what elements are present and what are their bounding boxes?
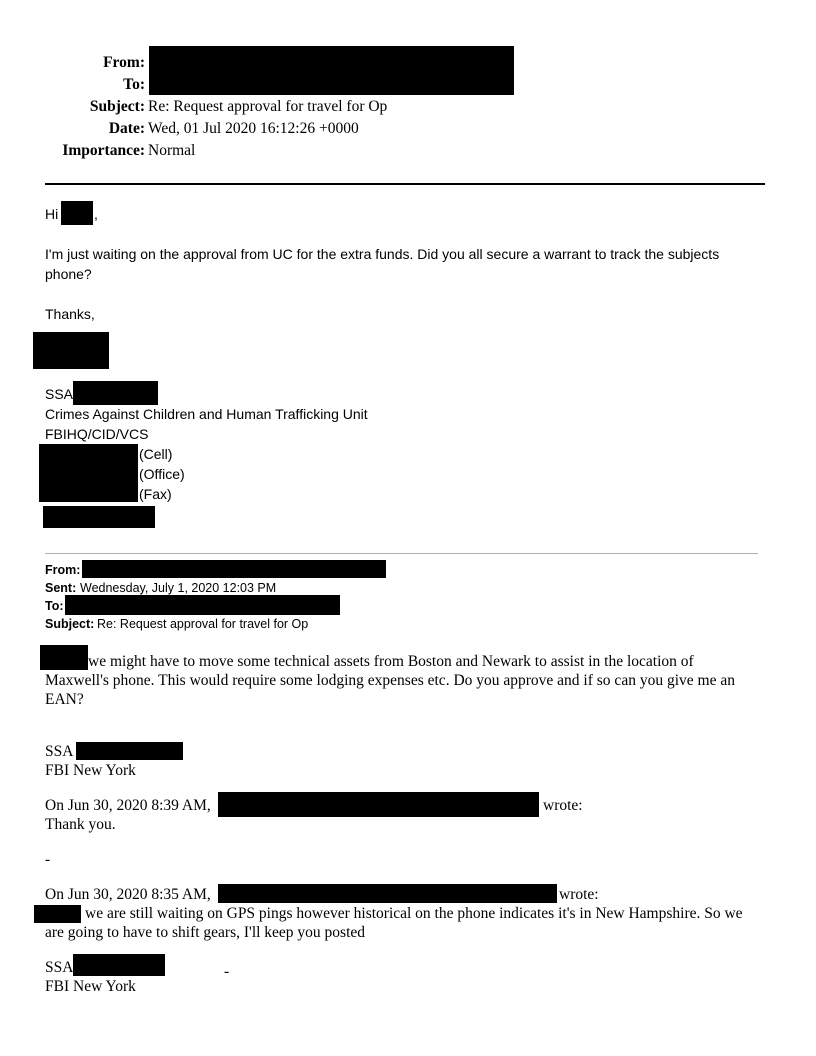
quoted2-wrote: wrote: xyxy=(543,797,583,814)
redaction-quoted-from xyxy=(82,560,386,578)
redaction-quoted-to xyxy=(65,595,340,615)
subject-value: Re: Request approval for travel for Op xyxy=(148,98,388,115)
redaction-quoted3-greeting xyxy=(34,905,81,923)
quoted3-sig-office: FBI New York xyxy=(45,978,136,995)
reply-body: I'm just waiting on the approval from UC for the extra funds. Did you all secure a warrant to track the subjects phone? xyxy=(45,246,720,282)
quote-divider xyxy=(45,553,758,554)
redaction-quoted3-sender xyxy=(218,884,557,903)
quoted3-sig-title: SSA xyxy=(45,959,74,976)
quoted-to-label: To: xyxy=(45,599,64,613)
redaction-greeting-name xyxy=(61,201,93,225)
sig-org: FBIHQ/CID/VCS xyxy=(45,426,149,442)
redaction-signature-name xyxy=(33,332,109,369)
quoted3-body-line2: are going to have to shift gears, I'll keep you posted xyxy=(45,924,366,941)
quoted-subject-value: Re: Request approval for travel for Op xyxy=(97,617,309,631)
phone-cell-label: (Cell) xyxy=(139,446,173,462)
quoted2-body: Thank you. xyxy=(45,816,116,833)
quoted-from-label: From: xyxy=(45,563,81,577)
quoted-body-line2: Maxwell's phone. This would require some lodging expenses etc. Do you approve and if so can you give me an xyxy=(45,672,735,689)
redaction-phone-numbers xyxy=(39,444,138,502)
redaction-from-to xyxy=(149,46,514,95)
importance-label: Importance: xyxy=(62,142,145,159)
quoted-subject-label: Subject: xyxy=(45,617,95,631)
date-label: Date: xyxy=(108,120,145,137)
from-label: From: xyxy=(103,54,145,71)
date-value: Wed, 01 Jul 2020 16:12:26 +0000 xyxy=(148,120,359,137)
redaction-sig-surname xyxy=(73,381,158,405)
quoted3-body-line1: we are still waiting on GPS pings however historical on the phone indicates it's in New Hampshire. So we xyxy=(85,905,743,922)
subject-label: Subject: xyxy=(89,98,145,115)
quoted2-on-line: On Jun 30, 2020 8:39 AM, xyxy=(45,797,211,814)
quoted3-wrote: wrote: xyxy=(559,886,599,903)
quoted-body-line3: EAN? xyxy=(45,691,84,708)
quoted3-dash: - xyxy=(224,963,230,980)
redaction-quoted-sig-name xyxy=(76,742,183,760)
reply-closing: Thanks, xyxy=(45,306,95,322)
importance-value: Normal xyxy=(148,142,196,159)
phone-office-label: (Office) xyxy=(139,466,185,482)
phone-fax-label: (Fax) xyxy=(139,486,172,502)
quoted-sent-value: Wednesday, July 1, 2020 12:03 PM xyxy=(80,581,277,595)
greeting-suffix: , xyxy=(94,206,98,222)
redaction-quoted-greeting xyxy=(40,645,88,670)
quoted-sig-title: SSA xyxy=(45,743,74,760)
redaction-sig-email xyxy=(43,506,155,528)
quoted-body-line1: we might have to move some technical assets from Boston and Newark to assist in the location of xyxy=(88,653,694,670)
sig-title: SSA xyxy=(45,386,74,402)
quoted-sent-label: Sent: xyxy=(45,581,77,595)
quoted3-on-line: On Jun 30, 2020 8:35 AM, xyxy=(45,886,211,903)
greeting-prefix: Hi xyxy=(45,206,59,222)
redaction-quoted3-sig-name xyxy=(73,954,165,976)
sig-unit: Crimes Against Children and Human Trafficking Unit xyxy=(45,406,368,422)
quoted-sig-office: FBI New York xyxy=(45,762,136,779)
header-divider xyxy=(45,183,765,185)
quoted2-dash: - xyxy=(45,851,51,868)
to-label: To: xyxy=(123,76,145,93)
redaction-quoted2-sender xyxy=(218,792,539,817)
